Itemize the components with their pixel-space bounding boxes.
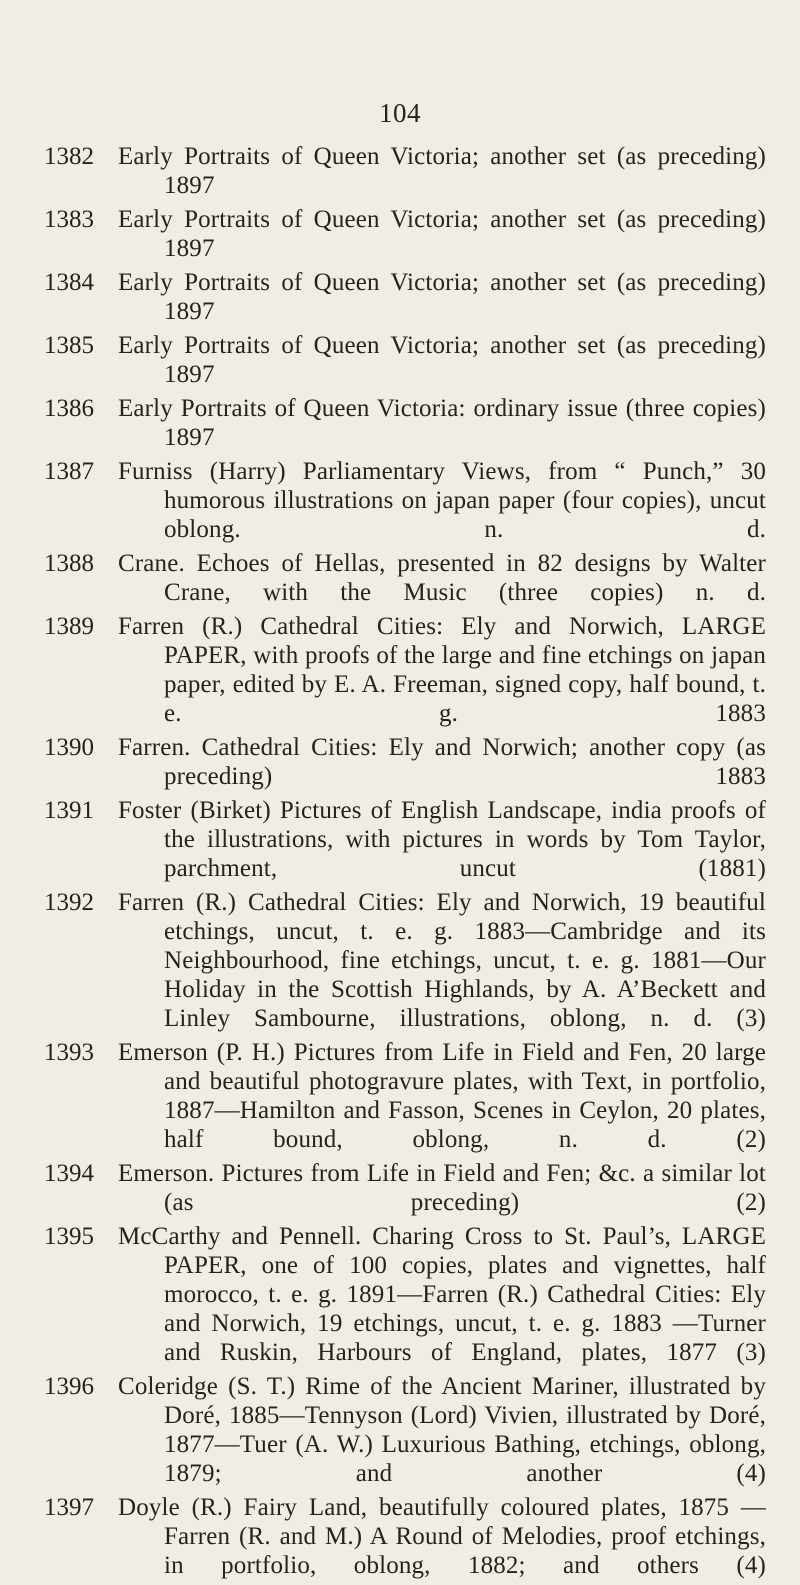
lot-number: 1383 xyxy=(44,206,94,233)
lot-description: Coleridge (S. T.) Rime of the Ancient Mariner, illustrated by Doré, 1885—Tennyson (Lord) Vivien, illustrated by Doré, 1877—Tuer (A. W.) Luxurious Bathing, etchings, oblong, 1879; and another (4) xyxy=(118,1373,766,1487)
lot-number: 1387 xyxy=(44,458,94,485)
lot-entry xyxy=(44,888,766,1033)
lot-entry xyxy=(44,549,766,607)
lot-description: Early Portraits of Queen Victoria; another set (as preceding) 1897 xyxy=(118,206,766,262)
lot-description: Farren. Cathedral Cities: Ely and Norwich; another copy (as preceding) 1883 xyxy=(118,734,766,790)
lot-description: McCarthy and Pennell. Charing Cross to St. Paul’s, LARGE PAPER, one of 100 copies, plates and vignettes, half morocco, t. e. g. 1891—Farren (R.) Cathedral Cities: Ely and Norwich, 19 etchings, uncut, t. e. g. 1883 —Turner and Ruskin, Harbours of England, plates, 1877 (3) xyxy=(118,1223,766,1366)
lot-entry xyxy=(44,394,766,452)
lot-number: 1390 xyxy=(44,734,94,761)
lot-description: Early Portraits of Queen Victoria; another set (as preceding) 1897 xyxy=(118,332,766,388)
lot-number: 1389 xyxy=(44,613,94,640)
lot-number: 1397 xyxy=(44,1494,94,1521)
lot-number: 1395 xyxy=(44,1223,94,1250)
lot-number: 1385 xyxy=(44,332,94,359)
lot-description: Furniss (Harry) Parliamentary Views, from “ Punch,” 30 humorous illustrations on japan paper (four copies), uncut oblong. n. d. xyxy=(118,458,766,543)
lot-number: 1393 xyxy=(44,1039,94,1066)
lot-entry xyxy=(44,331,766,389)
lot-entry xyxy=(44,142,766,200)
lot-entry xyxy=(44,796,766,883)
lot-description: Farren (R.) Cathedral Cities: Ely and Norwich, LARGE PAPER, with proofs of the large and fine etchings on japan paper, edited by E. A. Freeman, signed copy, half bound, t. e. g. 1883 xyxy=(118,613,766,727)
lot-description: Farren (R.) Cathedral Cities: Ely and Norwich, 19 beautiful etchings, uncut, t. e. g. 1883—Cambridge and its Neighbourhood, fine etchings, uncut, t. e. g. 1881—Our Holiday in the Scottish Highlands, by A. A’Beckett and Linley Sambourne, illustrations, oblong, n. d. (3) xyxy=(118,889,766,1032)
lot-entry xyxy=(44,1493,766,1580)
lot-entry xyxy=(44,268,766,326)
lot-entry xyxy=(44,1038,766,1154)
lot-description: Doyle (R.) Fairy Land, beautifully coloured plates, 1875 —Farren (R. and M.) A Round of Melodies, proof etchings, in portfolio, oblong, 1882; and others (4) xyxy=(118,1494,766,1579)
lot-number: 1391 xyxy=(44,797,94,824)
lot-description: Early Portraits of Queen Victoria; another set (as preceding) 1897 xyxy=(118,269,766,325)
lot-entry xyxy=(44,612,766,728)
lot-entry xyxy=(44,733,766,791)
lot-number: 1384 xyxy=(44,269,94,296)
lot-number: 1396 xyxy=(44,1373,94,1400)
lot-description: Foster (Birket) Pictures of English Landscape, india proofs of the illustrations, with pictures in words by Tom Taylor, parchment, uncut (1881) xyxy=(118,797,766,882)
lot-entry xyxy=(44,1222,766,1367)
lot-number: 1392 xyxy=(44,889,94,916)
lot-list xyxy=(44,142,766,1585)
lot-number: 1394 xyxy=(44,1160,94,1187)
lot-description: Crane. Echoes of Hellas, presented in 82 designs by Walter Crane, with the Music (three copies) n. d. xyxy=(118,550,766,606)
lot-entry xyxy=(44,457,766,544)
lot-description: Emerson. Pictures from Life in Field and Fen; &c. a similar lot (as preceding) (2) xyxy=(118,1160,766,1216)
lot-entry xyxy=(44,1159,766,1217)
lot-description: Emerson (P. H.) Pictures from Life in Field and Fen, 20 large and beautiful photogravure plates, with Text, in portfolio, 1887—Hamilton and Fasson, Scenes in Ceylon, 20 plates, half bound, oblong, n. d. (2) xyxy=(118,1039,766,1153)
lot-entry xyxy=(44,205,766,263)
lot-number: 1382 xyxy=(44,143,94,170)
lot-number: 1388 xyxy=(44,550,94,577)
lot-description: Early Portraits of Queen Victoria: ordinary issue (three copies) 1897 xyxy=(118,395,766,451)
lot-description: Early Portraits of Queen Victoria; another set (as preceding) 1897 xyxy=(118,143,766,199)
lot-number: 1386 xyxy=(44,395,94,422)
lot-entry xyxy=(44,1372,766,1488)
page-number: 104 xyxy=(379,98,421,128)
